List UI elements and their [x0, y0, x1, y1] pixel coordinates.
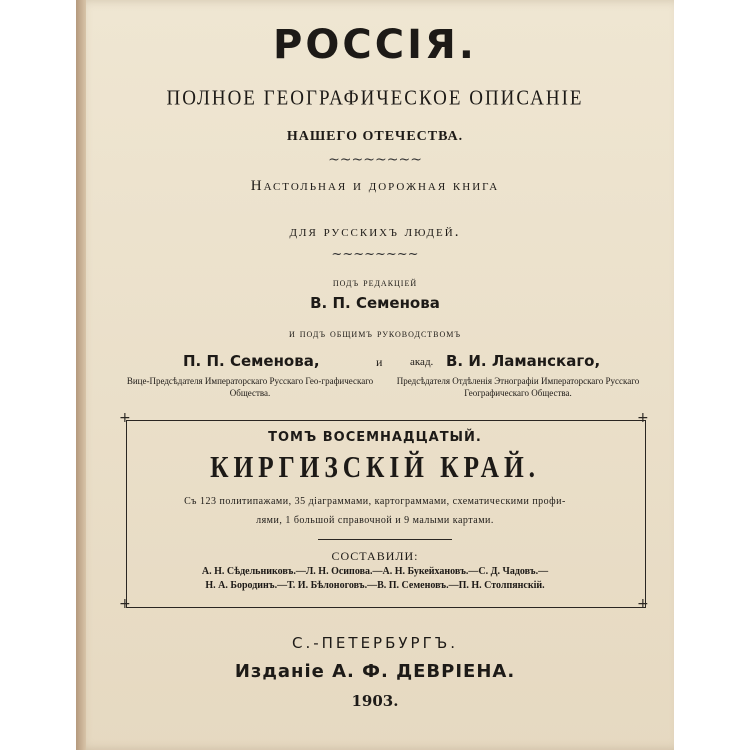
- frame-corner-mark: +: [119, 596, 131, 612]
- publication-city: С.-ПЕТЕРБУРГЪ.: [292, 634, 458, 652]
- ornament-divider: ~~~~~~~~: [328, 152, 422, 168]
- compiled-by-label: СОСТАВИЛИ:: [331, 549, 419, 563]
- supervisor-right-caption: Предсѣдателя Отдѣленія Этнографіи Императорскаго Русскаго Географическаго Общества.: [396, 376, 640, 398]
- editor-name: В. П. Семенова: [310, 294, 440, 312]
- illustrations-description-line-2: лями, 1 большой справочной и 9 малыми картами.: [256, 515, 494, 526]
- supervisor-right-title: акад.: [410, 356, 434, 368]
- subtitle-handbook: Настольная и дорожная книга: [250, 178, 500, 194]
- supervisor-right-name: В. И. Ламанскаго,: [446, 352, 601, 370]
- editor-intro: подъ редакціей: [332, 275, 418, 289]
- frame-corner-mark: +: [637, 596, 649, 612]
- frame-corner-mark: +: [119, 410, 131, 426]
- supervisor-left-name: П. П. Семенова,: [183, 352, 320, 370]
- supervisor-left-caption: Вице-Предсѣдателя Императорскаго Русскаго Гео-графическаго Общества.: [126, 376, 374, 398]
- volume-title: КИРГИЗСКІЙ КРАЙ.: [210, 449, 540, 484]
- authors-line-1: А. Н. Сѣдельниковъ.—Л. Н. Осипова.—А. Н. Букейхановъ.—С. Д. Чадовъ.—: [201, 566, 549, 577]
- book-title: РОССІЯ.: [273, 22, 477, 68]
- ornament-divider: ~~~~~~~~: [331, 247, 419, 262]
- conjunction: и: [376, 355, 383, 369]
- subtitle-audience: для русскихъ людей.: [289, 224, 461, 240]
- subtitle-fatherland: НАШЕГО ОТЕЧЕСТВА.: [286, 129, 464, 144]
- frame-corner-mark: +: [637, 410, 649, 426]
- publication-year: 1903.: [351, 692, 399, 710]
- illustrations-description-line-1: Съ 123 политипажами, 35 діаграммами, картограммами, схематическими профи-: [184, 496, 566, 507]
- subtitle-geographic-description: ПОЛНОЕ ГЕОГРАФИЧЕСКОЕ ОПИСАНІЕ: [166, 86, 584, 110]
- volume-number: ТОМЪ ВОСЕМНАДЦАТЫЙ.: [268, 430, 482, 445]
- section-rule: [318, 539, 452, 540]
- publisher: Изданіе А. Ф. ДЕВРІЕНА.: [234, 661, 516, 682]
- general-supervision-intro: и подъ общимъ руководствомъ: [288, 326, 462, 340]
- authors-line-2: Н. А. Бородинъ.—Т. И. Бѣлоноговъ.—В. П. Семеновъ.—П. Н. Столпянскій.: [205, 580, 545, 591]
